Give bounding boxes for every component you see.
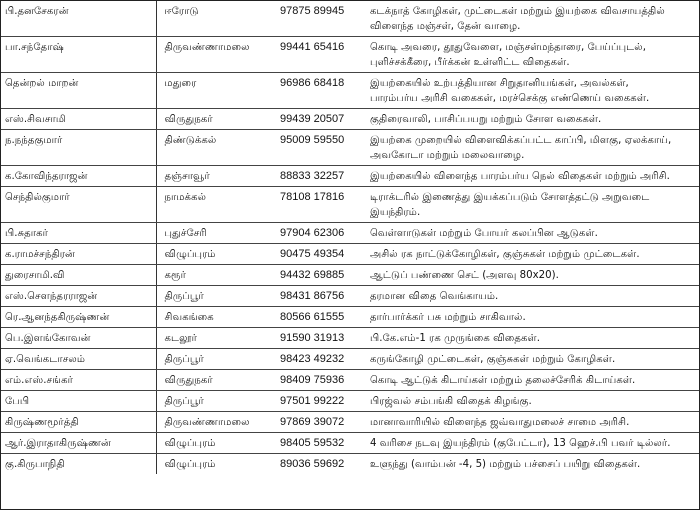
seller-location: விழுப்புரம் — [164, 459, 216, 470]
seller-phone: 98405 59532 — [274, 433, 364, 454]
description-line: தரமான விதை வெங்காயம். — [370, 291, 499, 302]
seller-name: கு.கிருபாநிதி — [1, 454, 156, 475]
product-description — [364, 265, 699, 286]
seller-name: ஏ.வெங்கடாசலம் — [1, 349, 156, 370]
seller-location: விருதுநகர் — [156, 370, 274, 391]
description-line: கொடி அவரை, தூதுவேளை, மஞ்சள்மந்தாரை, பேய்ப்புடல், — [370, 42, 646, 53]
table-row — [1, 187, 699, 223]
table-row — [1, 307, 699, 328]
seller-phone: 90475 49354 — [274, 244, 364, 265]
seller-name: பேபி — [1, 391, 156, 412]
table-row — [1, 349, 699, 370]
seller-name: துரைசாமி.வி — [1, 265, 156, 286]
seller-name: செந்தில்குமார் — [1, 187, 156, 223]
description-line: ஆட்டுப் பண்ணை செட் (அளவு 80x20). — [370, 270, 559, 281]
seller-phone: 95009 59550 — [274, 130, 364, 166]
seller-phone: 97869 39072 — [274, 412, 364, 433]
product-description — [364, 307, 699, 328]
seller-location: கடலூர் — [156, 328, 274, 349]
seller-phone: 80566 61555 — [274, 307, 364, 328]
table-row — [1, 73, 699, 109]
description-line: தார்பார்க்கர் பசு மற்றும் சாகிவால். — [370, 312, 526, 323]
table-row — [1, 412, 699, 433]
product-description — [364, 433, 699, 454]
product-description — [364, 391, 699, 412]
seller-name: க.கோவிந்தராஜன் — [1, 166, 156, 187]
table-row — [1, 328, 699, 349]
seller-phone: 97501 99222 — [274, 391, 364, 412]
description-line: குதிரைவாலி, பாசிப்பயறு மற்றும் சோள வகைகள். — [370, 114, 602, 125]
product-description — [364, 37, 699, 73]
seller-phone: 78108 17816 — [274, 187, 364, 223]
table-row — [1, 166, 699, 187]
product-description — [364, 73, 699, 109]
seller-name: பி.சுதாகர் — [1, 223, 156, 244]
table-row — [1, 1, 699, 37]
seller-name: எம்.எஸ்.சங்கர் — [1, 370, 156, 391]
seller-location: திண்டுக்கல் — [156, 130, 274, 166]
table-row — [1, 454, 699, 475]
seller-location: விழுப்புரம் — [156, 244, 274, 265]
table-row — [1, 244, 699, 265]
product-description — [364, 454, 699, 475]
product-description — [364, 109, 699, 130]
seller-name: எஸ்.சௌந்தரராஜன் — [1, 286, 156, 307]
seller-location: திருவண்ணாமலை — [156, 412, 274, 433]
product-description — [364, 166, 699, 187]
seller-location: புதுச்சேரி — [156, 223, 274, 244]
seller-location: கரூர் — [156, 265, 274, 286]
seller-location: விருதுநகர் — [156, 109, 274, 130]
description-line: கருங்கோழி முட்டைகள், குஞ்சுகள் மற்றும் கோழிகள். — [370, 354, 616, 365]
seller-name: ரெ.ஆனந்தகிருஷ்ணன் — [1, 307, 156, 328]
description-line: பிரஜ்வல் சம்பங்கி விதைக் கிழங்கு. — [370, 396, 532, 407]
seller-location: திருப்பூர் — [156, 349, 274, 370]
table-row — [1, 391, 699, 412]
table-row — [1, 370, 699, 391]
seller-location: மதுரை — [156, 73, 274, 109]
seller-phone: 97904 62306 — [274, 223, 364, 244]
seller-location: திருப்பூர் — [156, 391, 274, 412]
seller-phone: 97875 89945 — [274, 1, 364, 37]
table-row — [1, 223, 699, 244]
description-line: விளைந்த மஞ்சள், தேன் வாழை. — [370, 21, 521, 32]
description-line: பி.கே.எம்-1 ரக முருங்கை விதைகள். — [370, 333, 540, 344]
description-line: அவகோடா மற்றும் மலைவாழை. — [370, 150, 525, 161]
seller-location: விழுப்புரம் — [156, 433, 274, 454]
product-description — [364, 370, 699, 391]
product-description — [364, 286, 699, 307]
seller-table — [1, 1, 699, 474]
seller-phone: 99439 20507 — [274, 109, 364, 130]
seller-location: திருப்பூர் — [156, 286, 274, 307]
product-description — [364, 412, 699, 433]
description-line: இயற்கையில் விளைந்த பாரம்பர்ய நெல் விதைகள் மற்றும் அரிசி. — [370, 171, 670, 182]
seller-phone: 96986 68418 — [274, 73, 364, 109]
table-row — [1, 37, 699, 73]
seller-name: ந.நந்தகுமார் — [1, 130, 156, 166]
seller-location: நாமக்கல் — [156, 187, 274, 223]
seller-phone: 99441 65416 — [274, 37, 364, 73]
description-line: புளிச்சக்கீரை, பீர்க்கன் உள்ளிட்ட விதைகள். — [370, 57, 570, 68]
description-line: கடக்நாத் கோழிகள், முட்டைகள் மற்றும் இயற்கை விவசாயத்தில் — [370, 6, 665, 17]
product-description — [364, 349, 699, 370]
table-row — [1, 286, 699, 307]
product-description — [364, 328, 699, 349]
seller-phone: 91590 31913 — [274, 328, 364, 349]
seller-name: பி.தனசேகரன் — [1, 1, 156, 37]
seller-phone: 98431 86756 — [274, 286, 364, 307]
product-description — [364, 244, 699, 265]
description-line: கொடி ஆட்டுக் கிடாய்கள் மற்றும் தலைச்சேரிக் கிடாய்கள். — [370, 375, 636, 386]
seller-location: திருவண்ணாமலை — [156, 37, 274, 73]
product-description — [364, 1, 699, 37]
description-line: மானாவாரியில் விளைந்த ஜவ்வாதுமலைச் சாமை அரிசி. — [370, 417, 630, 428]
seller-name: பா.சந்தோஷ் — [1, 37, 156, 73]
seller-name: கிருஷ்ணமூர்த்தி — [1, 412, 156, 433]
seller-phone: 98409 75936 — [274, 370, 364, 391]
seller-name: எஸ்.சிவசாமி — [1, 109, 156, 130]
seller-location: தஞ்சாவூர் — [156, 166, 274, 187]
description-line: இயற்கையில் உற்பத்தியான சிறுதானியங்கள், அவல்கள், — [370, 78, 629, 89]
table-row — [1, 265, 699, 286]
seller-name: தென்றல் மாறன் — [1, 73, 156, 109]
product-description — [364, 223, 699, 244]
table-row — [1, 433, 699, 454]
seller-phone: 88833 32257 — [274, 166, 364, 187]
seller-location: சிவகங்கை — [156, 307, 274, 328]
seller-name: பெ.இளங்கோவன் — [1, 328, 156, 349]
description-line: 4 வரிசை நடவு இயந்திரம் (குபேட்டா), 13 ஹெச்.பி பவர் டில்லர். — [370, 438, 671, 449]
description-line: வெள்ளாடுகள் மற்றும் போயர் கலப்பின ஆடுகள். — [370, 228, 598, 239]
table-row — [1, 109, 699, 130]
seller-phone: 94432 69885 — [274, 265, 364, 286]
description-line: உளுந்து (வாம்பன் -4, 5) மற்றும் பச்சைப் பயிறு விதைகள். — [370, 459, 641, 470]
description-line: டிராக்டரில் இணைத்து இயக்கப்படும் சோளத்தட்டு அறுவடை இயந்திரம். — [370, 192, 650, 218]
table-row — [1, 130, 699, 166]
seller-phone: 89036 59692 — [280, 458, 345, 470]
description-line: பாரம்பர்ய அரிசி வகைகள், மரச்செக்கு எண்ணெய் வகைகள். — [370, 93, 650, 104]
seller-name: க.ராமச்சந்திரன் — [1, 244, 156, 265]
seller-location: ஈரோடு — [156, 1, 274, 37]
product-description — [364, 187, 699, 223]
seller-name: ஆர்.இராதாகிருஷ்ணன் — [1, 433, 156, 454]
description-line: இயற்கை முறையில் விளைவிக்கப்பட்ட காப்பி, மிளகு, ஏலக்காய், — [370, 135, 672, 146]
description-line: அசில் ரக நாட்டுக்கோழிகள், குஞ்சுகள் மற்றும் முட்டைகள். — [370, 249, 640, 260]
seller-phone: 98423 49232 — [274, 349, 364, 370]
product-description — [364, 130, 699, 166]
seller-table-body — [1, 1, 699, 474]
